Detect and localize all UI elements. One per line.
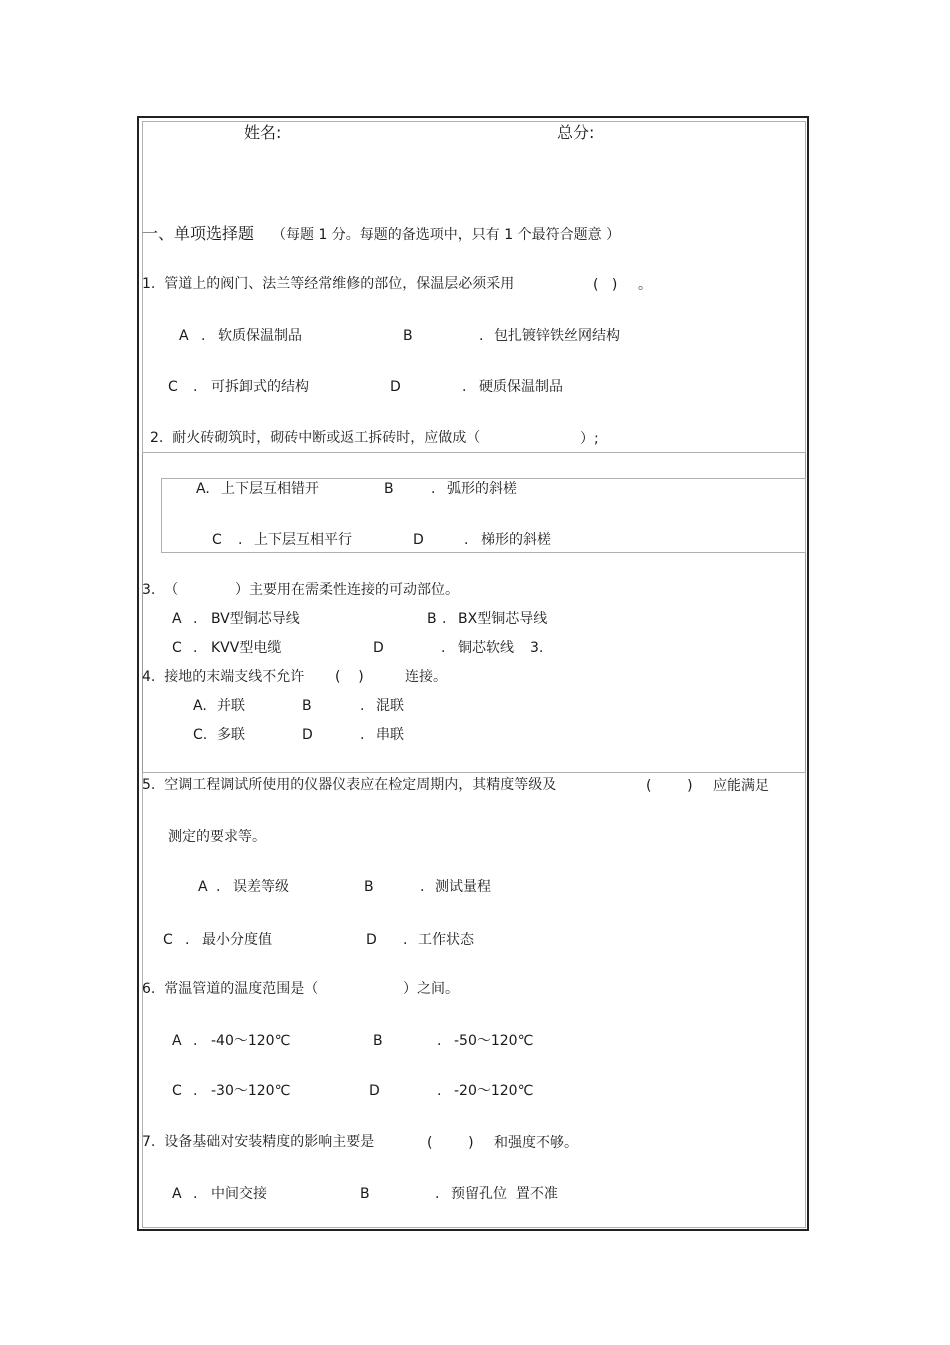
q7-option-b-sep: . xyxy=(435,1186,440,1202)
q7-option-a-letter: A xyxy=(172,1186,182,1202)
q4-option-d: 串联 xyxy=(376,727,404,743)
q6-option-c: -30～120℃ xyxy=(211,1083,291,1099)
q3-option-c-letter: C xyxy=(172,640,182,656)
q5-option-c: 最小分度值 xyxy=(202,932,272,948)
q6-option-a-sep: . xyxy=(193,1033,198,1049)
q4-option-a-letter: A. xyxy=(193,698,207,714)
q5-option-d-letter: D xyxy=(366,932,377,948)
q2-option-b-sep: . xyxy=(431,481,436,497)
question-4-stem: 4. 接地的末端支线不允许 xyxy=(142,669,305,685)
question-1-blank: ( ) xyxy=(593,277,618,293)
q1-option-c-letter: C xyxy=(168,379,178,395)
q1-option-b-letter: B xyxy=(403,328,413,344)
q6-option-d-sep: . xyxy=(437,1083,442,1099)
q2-option-a-letter: A. xyxy=(196,481,210,497)
q3-option-d-sep: . xyxy=(441,640,446,656)
question-1-end: 。 xyxy=(638,277,652,293)
q1-option-d: 硬质保温制品 xyxy=(479,379,563,395)
q1-option-a-sep: . xyxy=(201,328,206,344)
q1-option-a-letter: A xyxy=(179,328,189,344)
q3-option-b-sep: . xyxy=(442,611,447,627)
question-5-blank: ( ) xyxy=(646,778,693,794)
q3-option-c: KVV型电缆 xyxy=(211,640,282,656)
q7-option-b: 预留孔位 置不准 xyxy=(451,1186,558,1202)
total-score-label: 总分: xyxy=(557,123,595,142)
q6-option-a: -40～120℃ xyxy=(211,1033,291,1049)
question-5-stem: 5. 空调工程调试所使用的仪器仪表应在检定周期内，其精度等级及 xyxy=(142,777,557,793)
q1-option-c: 可拆卸式的结构 xyxy=(211,379,309,395)
question-5-tail: 应能满足 xyxy=(713,778,769,794)
q7-option-a: 中间交接 xyxy=(211,1186,267,1202)
q3-option-b: BX型铜芯导线 xyxy=(458,611,548,627)
q1-option-d-letter: D xyxy=(390,379,401,395)
q3-option-a-letter: A xyxy=(172,611,182,627)
q7-option-a-sep: . xyxy=(193,1186,198,1202)
q6-option-b-letter: B xyxy=(373,1033,383,1049)
q4-option-d-sep: . xyxy=(360,727,365,743)
q1-option-d-sep: . xyxy=(462,379,467,395)
q6-option-b: -50～120℃ xyxy=(454,1033,534,1049)
q5-option-d: 工作状态 xyxy=(418,932,474,948)
q4-option-a: 并联 xyxy=(217,698,245,714)
q3-option-a-sep: . xyxy=(193,611,198,627)
q2-option-b-letter: B xyxy=(384,481,394,497)
q1-option-b-sep: . xyxy=(479,328,484,344)
q5-option-d-sep: . xyxy=(403,932,408,948)
q5-option-a-letter: A xyxy=(198,879,208,895)
q2-option-d-sep: . xyxy=(464,532,469,548)
question-2-stem: 2. 耐火砖砌筑时，砌砖中断或返工拆砖时，应做成（ xyxy=(150,430,481,446)
q6-option-d: -20～120℃ xyxy=(454,1083,534,1099)
q3-trailing: 3. xyxy=(530,640,544,656)
q6-option-d-letter: D xyxy=(369,1083,380,1099)
question-3-stem: 3. （ xyxy=(142,582,179,598)
q4-option-b-letter: B xyxy=(302,698,312,714)
question-6-tail: ）之间。 xyxy=(403,981,459,997)
q5-option-a-sep: . xyxy=(216,879,221,895)
question-5-continuation: 测定的要求等。 xyxy=(168,829,266,845)
q6-option-b-sep: . xyxy=(437,1033,442,1049)
q6-option-c-letter: C xyxy=(172,1083,182,1099)
section-heading: 一、单项选择题 xyxy=(142,224,255,243)
question-7-tail: 和强度不够。 xyxy=(494,1135,578,1151)
q6-option-a-letter: A xyxy=(172,1033,182,1049)
q3-option-a: BV型铜芯导线 xyxy=(211,611,300,627)
q5-option-b: 测试量程 xyxy=(435,879,491,895)
q4-option-c-letter: C. xyxy=(193,727,208,743)
q2-option-c: 上下层互相平行 xyxy=(254,532,352,548)
question-3-tail: ）主要用在需柔性连接的可动部位。 xyxy=(235,582,459,598)
q5-option-b-letter: B xyxy=(364,879,374,895)
q2-option-b: 弧形的斜槎 xyxy=(447,481,517,497)
q3-option-d: 铜芯软线 xyxy=(458,640,514,656)
question-7-stem: 7. 设备基础对安装精度的影响主要是 xyxy=(142,1134,375,1150)
section-note: （每题 1 分。每题的备选项中，只有 1 个最符合题意 ） xyxy=(272,227,621,243)
q5-option-c-letter: C xyxy=(163,932,173,948)
question-4-tail: 连接。 xyxy=(405,669,447,685)
question-6-stem: 6. 常温管道的温度范围是（ xyxy=(142,981,319,997)
q7-option-b-letter: B xyxy=(360,1186,370,1202)
q6-option-c-sep: . xyxy=(193,1083,198,1099)
q2-option-a: 上下层互相错开 xyxy=(221,481,319,497)
q4-option-d-letter: D xyxy=(302,727,313,743)
q2-option-d-letter: D xyxy=(413,532,424,548)
q5-option-b-sep: . xyxy=(420,879,425,895)
question-2-blank: ）; xyxy=(580,431,599,447)
q1-option-c-sep: . xyxy=(193,379,198,395)
q2-option-d: 梯形的斜槎 xyxy=(481,532,551,548)
q2-option-c-letter: C xyxy=(212,532,222,548)
q5-option-a: 误差等级 xyxy=(233,879,289,895)
q5-option-c-sep: . xyxy=(185,932,190,948)
q3-option-d-letter: D xyxy=(373,640,384,656)
question-7-blank: ( ) xyxy=(427,1135,474,1151)
q4-option-b-sep: . xyxy=(360,698,365,714)
q4-option-c: 多联 xyxy=(217,727,245,743)
question-4-blank: ( ) xyxy=(335,669,364,685)
q1-option-b: 包扎镀锌铁丝网结构 xyxy=(494,328,620,344)
q4-option-b: 混联 xyxy=(376,698,404,714)
q2-option-c-sep: . xyxy=(238,532,243,548)
q3-option-b-letter: B xyxy=(427,611,437,627)
name-label: 姓名: xyxy=(244,123,282,142)
q1-option-a: 软质保温制品 xyxy=(218,328,302,344)
question-1-stem: 1. 管道上的阀门、法兰等经常维修的部位，保温层必须采用 xyxy=(142,276,515,292)
q3-option-c-sep: . xyxy=(193,640,198,656)
